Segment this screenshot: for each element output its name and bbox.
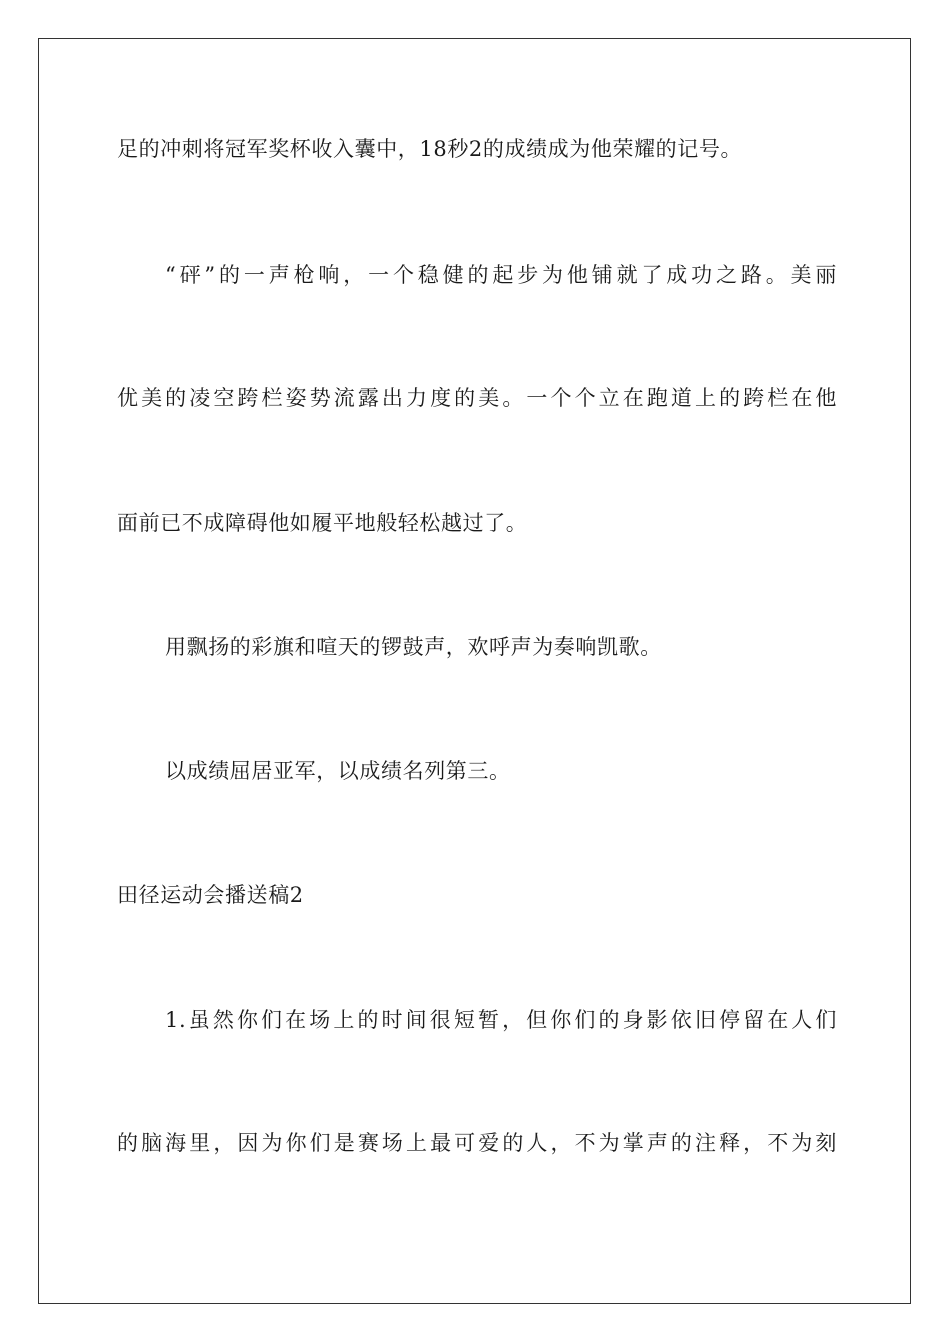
paragraph-line: 以成绩屈居亚军，以成绩名列第三。 xyxy=(165,759,511,783)
page-border xyxy=(38,38,911,1304)
paragraph-line: 的脑海里，因为你们是赛场上最可爱的人，不为掌声的注释，不为刻 xyxy=(117,1131,837,1155)
paragraph-line: 面前已不成障碍他如履平地般轻松越过了。 xyxy=(117,511,528,535)
section-heading: 田径运动会播送稿2 xyxy=(117,883,304,907)
paragraph-line: 足的冲刺将冠军奖杯收入囊中，18秒2的成绩成为他荣耀的记号。 xyxy=(117,137,743,161)
paragraph-line: 1.虽然你们在场上的时间很短暂，但你们的身影依旧停留在人们 xyxy=(165,1008,837,1032)
paragraph-line: 优美的凌空跨栏姿势流露出力度的美。一个个立在跑道上的跨栏在他 xyxy=(117,386,837,410)
paragraph-line: 用飘扬的彩旗和喧天的锣鼓声，欢呼声为奏响凯歌。 xyxy=(165,635,662,659)
paragraph-line: “砰”的一声枪响，一个稳健的起步为他铺就了成功之路。美丽 xyxy=(165,263,837,287)
